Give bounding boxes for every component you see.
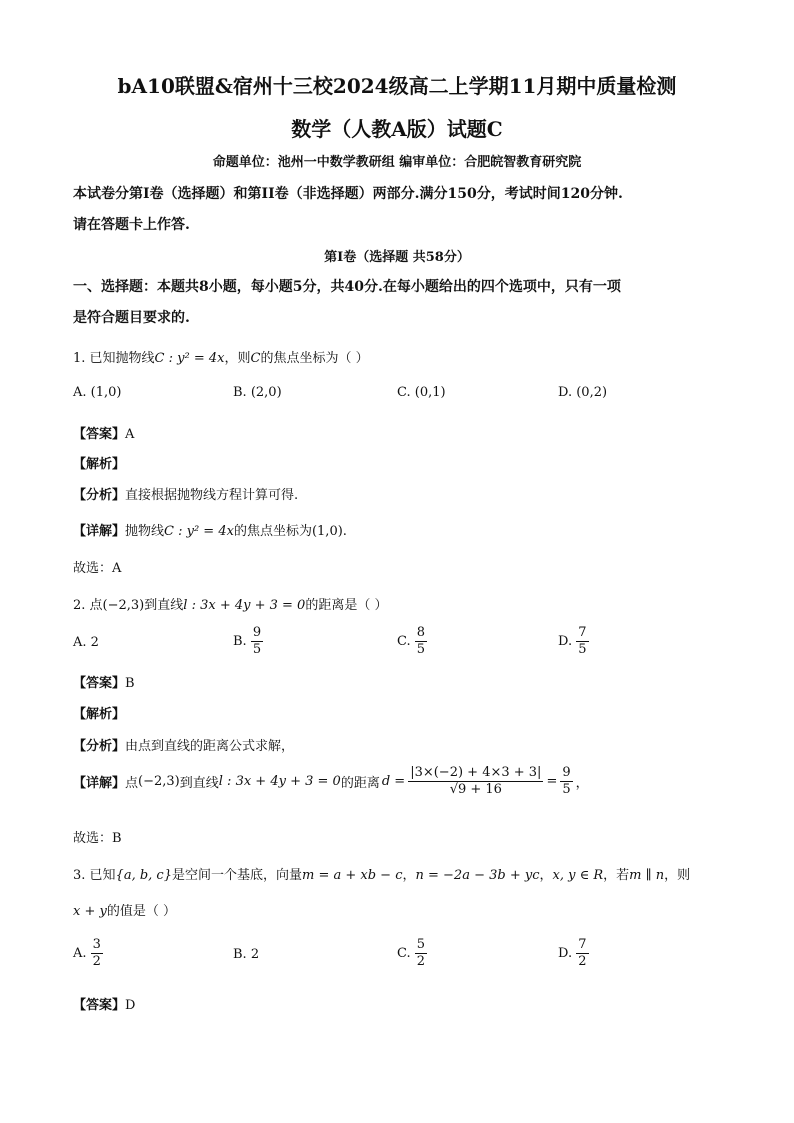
q2-stem: 2. 点(−2,3)到直线l : 3x + 4y + 3 = 0的距离是（ ） [73, 598, 388, 613]
exam-title: bA10联盟&宿州十三校2024级高二上学期11月期中质量检测 [117, 74, 677, 98]
q2-option-b: B. $\frac{9}{5}$ [233, 625, 262, 657]
q2-detail: 【详解】 点 (−2,3) 到直线 l : 3x + 4y + 3 = 0 的距离 d = $\frac{|3\times(-2) + 4\times 3 + 3|}{√9 + 16}$ = $\frac{9}{5}$ ， [73, 765, 589, 797]
section-instruction-2: 是符合题目要求的. [73, 310, 190, 326]
q1-detail: 【详解】抛物线C : y² = 4x的焦点坐标为(1,0). [73, 524, 347, 539]
q2-analysis-tag: 【解析】 [73, 707, 126, 722]
q2-answer: 【答案】B [73, 676, 135, 691]
intro-line-1: 本试卷分第I卷（选择题）和第II卷（非选择题）两部分.满分150分，考试时间120分钟. [73, 186, 623, 202]
q1-stem: 1. 已知抛物线C : y² = 4x，则C的焦点坐标为（ ） [73, 351, 369, 366]
intro-line-2: 请在答题卡上作答. [73, 217, 190, 233]
q2-choice: 故选：B [73, 831, 122, 846]
section-instruction-1: 一、选择题：本题共8小题，每小题5分，共40分.在每小题给出的四个选项中，只有一项 [73, 279, 621, 295]
q2-option-d: D. $\frac{7}{5}$ [558, 625, 587, 657]
q2-option-c: C. $\frac{8}{5}$ [397, 625, 426, 657]
q3-stem-line2: x + y的值是（ ） [73, 904, 176, 919]
q3-option-c: C. $\frac{5}{2}$ [397, 937, 426, 969]
q1-option-d: D. (0,2) [558, 385, 608, 400]
q2-option-a: A. 2 [73, 635, 99, 650]
q1-analysis-tag: 【解析】 [73, 457, 126, 472]
q1-option-c: C. (0,1) [397, 385, 446, 400]
q3-option-a: A. $\frac{3}{2}$ [73, 937, 101, 969]
section-title: 第I卷（选择题 共58分） [324, 250, 470, 265]
q3-option-b: B. 2 [233, 947, 260, 962]
exam-subtitle: 数学（人教A版）试题C [291, 117, 503, 141]
q2-fenxi: 【分析】由点到直线的距离公式求解， [73, 739, 295, 754]
q3-answer: 【答案】D [73, 998, 136, 1013]
q1-fenxi: 【分析】直接根据抛物线方程计算可得. [73, 488, 299, 503]
q1-option-b: B. (2,0) [233, 385, 282, 400]
q1-choice: 故选：A [73, 561, 122, 576]
q3-stem-line1: 3. 已知{a, b, c}是空间一个基底，向量m = a + xb − c，n = −2a − 3b + yc，x, y ∈ R，若m ∥ n，则 [73, 868, 691, 883]
authors-line: 命题单位：池州一中数学教研组 编审单位：合肥皖智教育研究院 [212, 155, 582, 170]
q3-option-d: D. $\frac{7}{2}$ [558, 937, 587, 969]
q1-option-a: A. (1,0) [73, 385, 122, 400]
q1-answer: 【答案】A [73, 427, 135, 442]
